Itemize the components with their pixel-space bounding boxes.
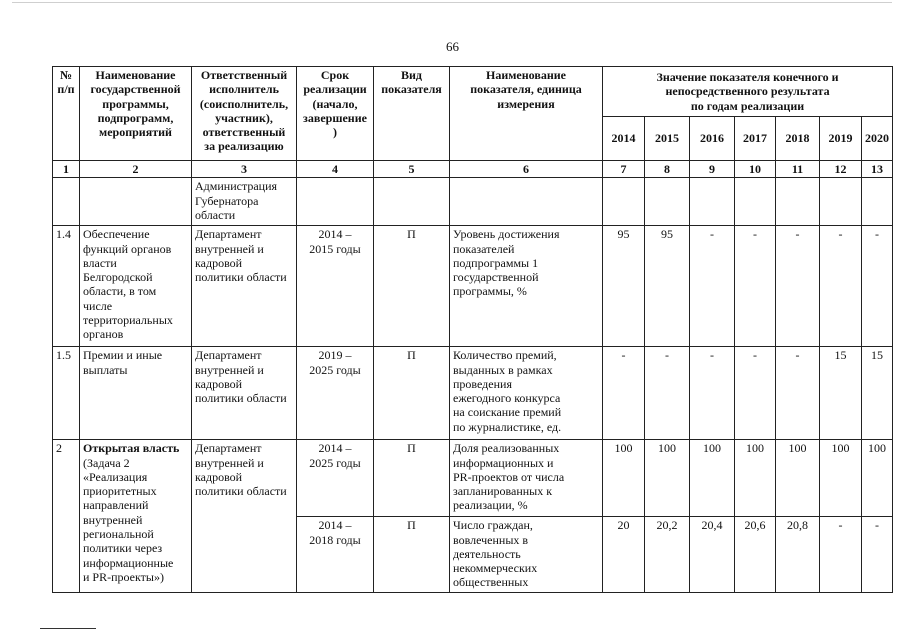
row-value: - (690, 347, 735, 440)
row-value: 100 (862, 440, 893, 517)
row-value: 20 (603, 517, 645, 593)
row-value: 100 (820, 440, 862, 517)
column-number: 6 (450, 161, 603, 178)
header-executor: Ответственный исполнитель (соисполнитель, участник), ответственный за реализацию (192, 67, 297, 161)
row-value (820, 178, 862, 226)
row-number (53, 178, 80, 226)
row-value: 15 (862, 347, 893, 440)
column-number: 3 (192, 161, 297, 178)
row-program-name: Обеспечение функций органов власти Белгородской области, в том числе территориальных органов (80, 226, 192, 347)
row-period: 2014 – 2015 годы (297, 226, 374, 347)
row-value: 20,4 (690, 517, 735, 593)
header-indicator-type: Вид показателя (374, 67, 450, 161)
row-value: - (645, 347, 690, 440)
row-value: 20,6 (735, 517, 776, 593)
header-year: 2020 (862, 117, 893, 161)
row-period (297, 178, 374, 226)
column-numbers-row (53, 161, 893, 178)
row-value: - (690, 226, 735, 347)
indicators-table (52, 66, 893, 593)
column-number: 5 (374, 161, 450, 178)
row-executor: Департамент внутренней и кадровой политики области (192, 440, 297, 593)
column-number: 11 (776, 161, 820, 178)
row-value: - (862, 226, 893, 347)
column-number: 8 (645, 161, 690, 178)
row-number: 2 (53, 440, 80, 593)
row-value: - (862, 517, 893, 593)
header-period: Срок реализации (начало, завершение ) (297, 67, 374, 161)
row-period: 2014 – 2025 годы (297, 440, 374, 517)
row-executor: Департамент внутренней и кадровой политики области (192, 347, 297, 440)
row-indicator-name: Число граждан, вовлеченных в деятельность некоммерческих общественных (450, 517, 603, 593)
row-period: 2014 – 2018 годы (297, 517, 374, 593)
row-value: 100 (690, 440, 735, 517)
row-indicator-name (450, 178, 603, 226)
row-value: 100 (645, 440, 690, 517)
column-number: 4 (297, 161, 374, 178)
row-value: - (603, 347, 645, 440)
header-year: 2018 (776, 117, 820, 161)
row-value (862, 178, 893, 226)
page-number: 66 (446, 39, 459, 54)
row-indicator-type: П (374, 440, 450, 517)
row-program-name: Премии и иные выплаты (80, 347, 192, 440)
row-indicator-type: П (374, 517, 450, 593)
row-program-name: Открытая власть (Задача 2 «Реализация приоритетных направлений внутренней региональной политики через информационные и PR-проекты») (80, 440, 192, 593)
row-indicator-name: Количество премий, выданных в рамках проведения ежегодного конкурса на соискание премий по журналистике, ед. (450, 347, 603, 440)
row-value: - (820, 226, 862, 347)
column-number: 2 (80, 161, 192, 178)
row-indicator-type (374, 178, 450, 226)
header-year: 2014 (603, 117, 645, 161)
header-number: № п/п (53, 67, 80, 161)
row-value: - (735, 347, 776, 440)
row-value (735, 178, 776, 226)
footnote-divider (40, 628, 96, 629)
row-value: 95 (645, 226, 690, 347)
row-executor: Администрация Губернатора области (192, 178, 297, 226)
row-indicator-name: Уровень достижения показателей подпрограммы 1 государственной программы, % (450, 226, 603, 347)
row-value: - (776, 226, 820, 347)
row-number: 1.4 (53, 226, 80, 347)
table-row (53, 347, 893, 440)
table-row (53, 178, 893, 226)
table-row (53, 226, 893, 347)
row-indicator-name: Доля реализованных информационных и PR-проектов от числа запланированных к реализации, % (450, 440, 603, 517)
row-value: - (735, 226, 776, 347)
row-value: 20,8 (776, 517, 820, 593)
header-indicator-name: Наименование показателя, единица измерения (450, 67, 603, 161)
row-value: - (820, 517, 862, 593)
row-value: 15 (820, 347, 862, 440)
row-value: 100 (603, 440, 645, 517)
column-number: 10 (735, 161, 776, 178)
row-period: 2019 – 2025 годы (297, 347, 374, 440)
header-year: 2019 (820, 117, 862, 161)
column-number: 7 (603, 161, 645, 178)
header-values-group: Значение показателя конечного и непосредственного результата по годам реализации (603, 67, 893, 117)
row-value: 100 (735, 440, 776, 517)
row-executor: Департамент внутренней и кадровой политики области (192, 226, 297, 347)
row-value (690, 178, 735, 226)
row-number: 1.5 (53, 347, 80, 440)
header-row (53, 67, 893, 117)
column-number: 13 (862, 161, 893, 178)
header-year: 2016 (690, 117, 735, 161)
row-value: 20,2 (645, 517, 690, 593)
header-year: 2017 (735, 117, 776, 161)
row-value (776, 178, 820, 226)
row-indicator-type: П (374, 347, 450, 440)
page-top-edge (12, 2, 892, 3)
header-program-name: Наименование государственной программы, подпрограмм, мероприятий (80, 67, 192, 161)
row-value: 100 (776, 440, 820, 517)
column-number: 12 (820, 161, 862, 178)
row-value (645, 178, 690, 226)
column-number: 9 (690, 161, 735, 178)
row-value (603, 178, 645, 226)
table-row (53, 440, 893, 517)
row-value: 95 (603, 226, 645, 347)
row-program-name (80, 178, 192, 226)
column-number: 1 (53, 161, 80, 178)
row-value: - (776, 347, 820, 440)
row-indicator-type: П (374, 226, 450, 347)
header-year: 2015 (645, 117, 690, 161)
